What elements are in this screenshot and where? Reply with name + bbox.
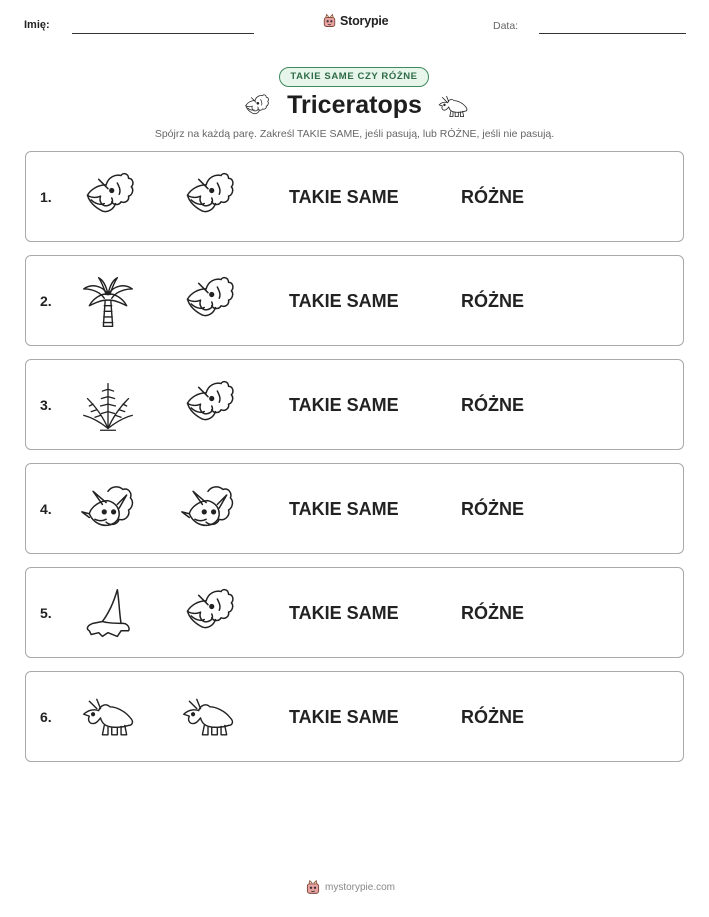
question-row-2 — [25, 255, 684, 346]
question-row-1 — [25, 151, 684, 242]
question-row-4 — [25, 463, 684, 554]
question-row-6 — [25, 671, 684, 762]
question-number: 3. — [40, 397, 52, 413]
triceratops-icon — [80, 690, 136, 746]
same-option[interactable]: TAKIE SAME — [289, 603, 399, 623]
triceratops-head-icon — [180, 586, 236, 642]
instruction-text: Spójrz na każdą parę. Zakreśl TAKIE SAME, jeśli pasują, lub RÓŻNE, jeśli nie pasują. — [154, 128, 555, 140]
fern-plant-icon — [80, 378, 136, 434]
name-field[interactable] — [72, 33, 254, 34]
same-option[interactable]: TAKIE SAME — [289, 707, 399, 727]
brand-name: Storypie — [340, 13, 389, 28]
triceratops-face-icon — [80, 482, 136, 538]
title-icon-right — [437, 95, 469, 119]
triceratops-head-icon — [180, 378, 236, 434]
question-number: 4. — [40, 501, 52, 517]
date-label: Data: — [493, 20, 519, 32]
question-row-5 — [25, 567, 684, 658]
triceratops-head-icon — [180, 274, 236, 330]
different-option[interactable]: RÓŻNE — [461, 499, 524, 519]
brand-logo — [322, 13, 388, 28]
storypie-logo-icon — [305, 879, 321, 895]
triceratops-icon — [437, 95, 469, 119]
footer — [305, 879, 395, 895]
storypie-logo-icon — [322, 13, 337, 28]
question-number: 2. — [40, 293, 52, 309]
date-field[interactable] — [539, 33, 686, 34]
question-row-3 — [25, 359, 684, 450]
same-option[interactable]: TAKIE SAME — [289, 395, 399, 415]
triceratops-icon — [180, 690, 236, 746]
page-title: Triceratops — [287, 91, 422, 119]
triceratops-face-icon — [180, 482, 236, 538]
triceratops-head-icon — [180, 170, 236, 226]
horn-icon — [80, 586, 136, 642]
triceratops-head-icon — [80, 170, 136, 226]
question-number: 6. — [40, 709, 52, 725]
palm-tree-icon — [80, 274, 136, 330]
question-number: 5. — [40, 605, 52, 621]
different-option[interactable]: RÓŻNE — [461, 603, 524, 623]
footer-url[interactable]: mystorypie.com — [325, 881, 396, 893]
different-option[interactable]: RÓŻNE — [461, 291, 524, 311]
question-number: 1. — [40, 189, 52, 205]
same-option[interactable]: TAKIE SAME — [289, 291, 399, 311]
different-option[interactable]: RÓŻNE — [461, 187, 524, 207]
different-option[interactable]: RÓŻNE — [461, 707, 524, 727]
same-option[interactable]: TAKIE SAME — [289, 187, 399, 207]
same-option[interactable]: TAKIE SAME — [289, 499, 399, 519]
different-option[interactable]: RÓŻNE — [461, 395, 524, 415]
name-label: Imię: — [24, 19, 50, 31]
worksheet-badge: TAKIE SAME CZY RÓŻNE — [279, 67, 429, 87]
